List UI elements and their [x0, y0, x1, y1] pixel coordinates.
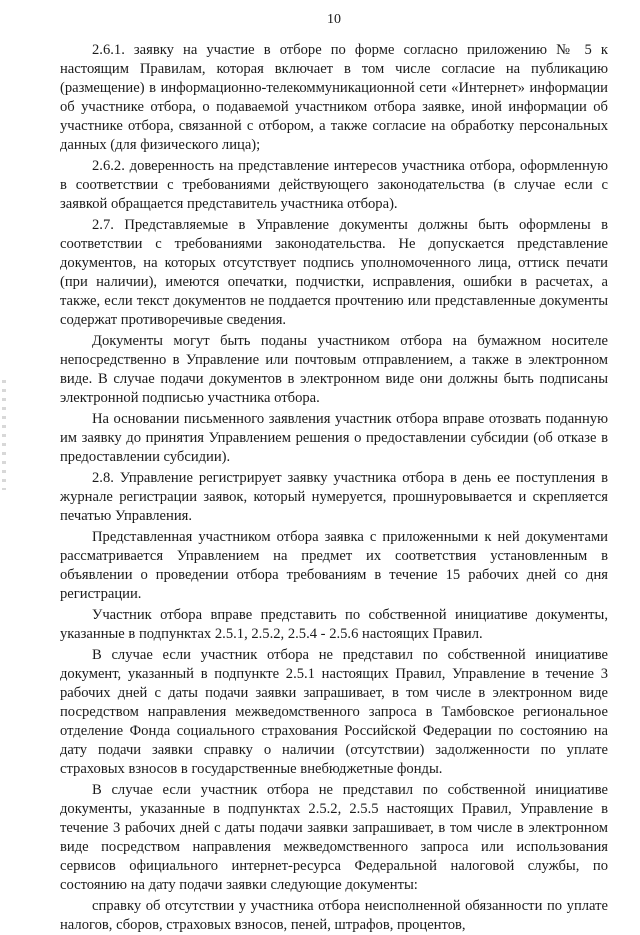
paragraph-own-initiative: Участник отбора вправе представить по собственной инициативе документы, указанные в подпунктах 2.5.1, 2.5.2, 2.5.4 - 2.5.6 настоящих Правил. — [60, 607, 608, 642]
paragraph-submission-methods: Документы могут быть поданы участником отбора на бумажном носителе непосредственно в Управление или почтовым отправлением, а также в электронном виде. В случае подачи документов в электронном виде они должны быть подписаны электронной подписью участника отбора. — [60, 333, 608, 406]
paragraph-2-8: 2.8. Управление регистрирует заявку участника отбора в день ее поступления в журнале регистрации заявок, который нумеруется, прошнуровывается и скрепляется печатью Управления. — [60, 470, 608, 524]
page-number: 10 — [327, 12, 341, 27]
paragraph-2-7: 2.7. Представляемые в Управление документы должны быть оформлены в соответствии с требованиями законодательства. Не допускается представление документов, на которых отсутствует подпись уполномоченного лица, оттиск печати (при наличии), имеются опечатки, подчистки, исправления, ошибки в расчетах, а также, если текст документов не поддается прочтению или представленные документы содержат противоречивые сведения. — [60, 217, 608, 328]
paragraph-request-2-5-2: В случае если участник отбора не представил по собственной инициативе документы, указанные в подпунктах 2.5.2, 2.5.5 настоящих Правил, Управление в течение 3 рабочих дней с даты подачи заявки запрашивает, в том числе в электронном виде посредством направления межведомственного запроса или использования сервисов официального интернет-ресурса Федеральной налоговой службы, по состоянию на дату подачи заявки следующие документы: — [60, 782, 608, 893]
paragraph-request-2-5-1: В случае если участник отбора не представил по собственной инициативе документ, указанный в подпункте 2.5.1 настоящих Правил, Управление в течение 3 рабочих дней с даты подачи заявки запрашивает, в том числе в электронном виде посредством направления межведомственного запроса в Тамбовское региональное отделение Фонда социального страхования Российской Федерации по состоянию на дату подачи заявки справку о наличии (отсутствии) задолженности по уплате страховых взносов в государственные внебюджетные фонды. — [60, 647, 608, 777]
margin-scan-marks — [2, 380, 6, 490]
paragraph-tax-certificate: справку об отсутствии у участника отбора неисполненной обязанности по уплате налогов, сборов, страховых взносов, пеней, штрафов, процентов, — [60, 898, 608, 933]
paragraph-review-period: Представленная участником отбора заявка с приложенными к ней документами рассматривается Управлением на предмет их соответствия установленным в объявлении о проведении отбора требованиям в течение 15 рабочих дней со дня регистрации. — [60, 529, 608, 602]
paragraph-withdrawal: На основании письменного заявления участник отбора вправе отозвать поданную им заявку до принятия Управлением решения о предоставлении субсидии (об отказе в предоставлении субсидии). — [60, 411, 608, 465]
paragraph-2-6-1: 2.6.1. заявку на участие в отборе по форме согласно приложению № 5 к настоящим Правилам, которая включает в том числе согласие на публикацию (размещение) в информационно-телекоммуникационной сети «Интернет» информации об участнике отбора, о подаваемой участником отбора заявке, иной информации об участнике отбора, связанной с отбором, а также согласие на обработку персональных данных (для физического лица); — [60, 42, 608, 153]
paragraph-2-6-2: 2.6.2. доверенность на представление интересов участника отбора, оформленную в соответствии с требованиями действующего законодательства (в случае если с заявкой обращается представитель участника отбора). — [60, 158, 608, 212]
